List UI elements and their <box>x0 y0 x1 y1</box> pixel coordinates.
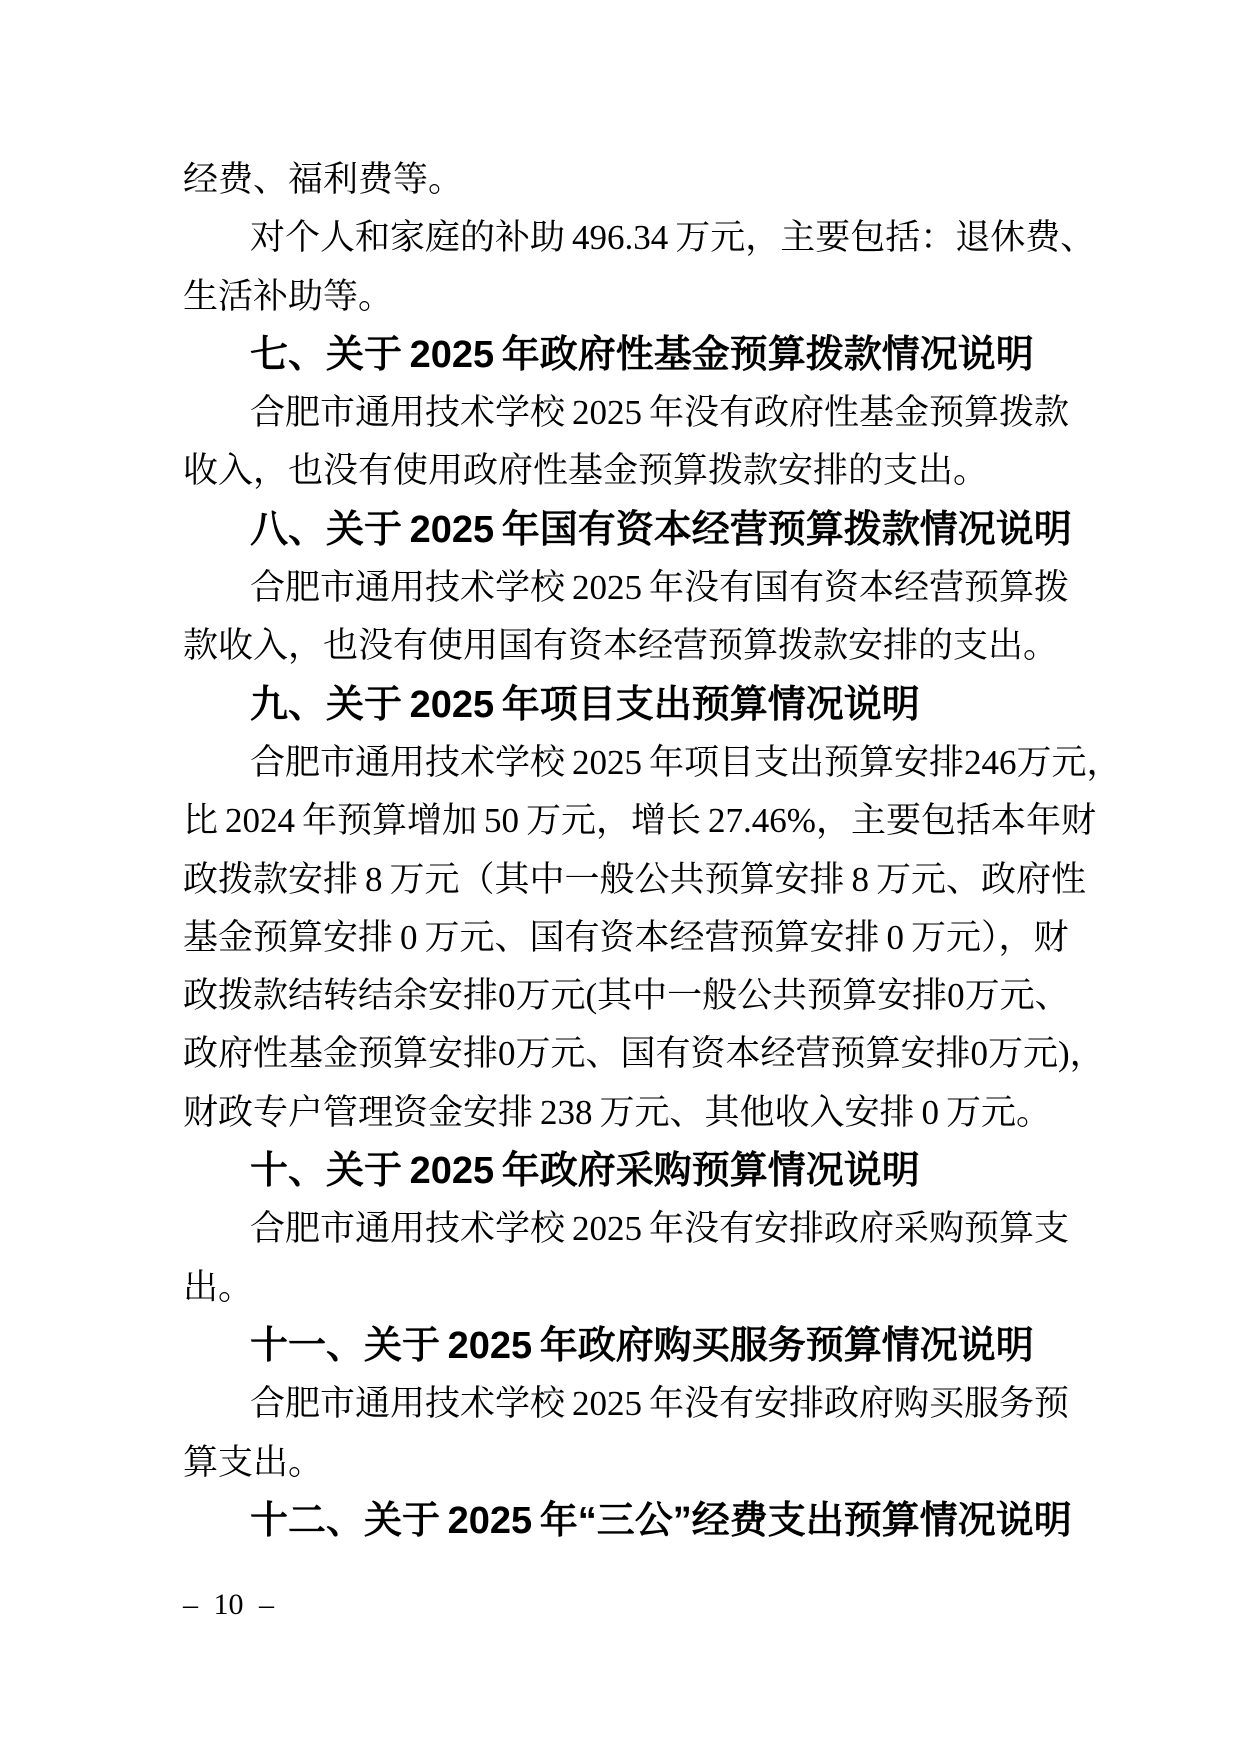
text-line: 合肥市通用技术学校 2025 年没有国有资本经营预算拨 <box>250 568 1070 608</box>
text-line: 财政专户管理资金安排 238 万元、其他收入安排 0 万元。 <box>183 1092 1052 1132</box>
text-line: 合肥市通用技术学校 2025 年没有安排政府购买服务预 <box>250 1384 1070 1424</box>
heading-line: 九、关于 2025 年项目支出预算情况说明 <box>250 683 920 726</box>
text-line: 政府性基金预算安排0万元、国有资本经营预算安排0万元)， <box>183 1034 1105 1074</box>
text-block <box>183 151 1122 1550</box>
text-line: 生活补助等。 <box>183 276 394 316</box>
page-number: – 10 – <box>183 1588 274 1621</box>
text-line: 经费、福利费等。 <box>183 160 464 199</box>
text-line: 合肥市通用技术学校 2025 年没有政府性基金预算拨款 <box>250 393 1070 433</box>
heading-line: 十、关于 2025 年政府采购预算情况说明 <box>250 1150 920 1193</box>
heading-line: 十二、关于 2025 年“三公”经费支出预算情况说明 <box>250 1499 1072 1542</box>
text-line: 政拨款安排 8 万元（其中一般公共预算安排 8 万元、政府性 <box>183 859 1087 899</box>
heading-line: 十一、关于 2025 年政府购买服务预算情况说明 <box>250 1324 1034 1367</box>
text-line: 合肥市通用技术学校 2025 年项目支出预算安排246万元， <box>250 742 1122 782</box>
heading-line: 八、关于 2025 年国有资本经营预算拨款情况说明 <box>250 508 1072 551</box>
text-line: 基金预算安排 0 万元、国有资本经营预算安排 0 万元），财 <box>183 917 1069 957</box>
text-line: 算支出。 <box>183 1442 324 1482</box>
heading-line: 七、关于 2025 年政府性基金预算拨款情况说明 <box>250 333 1034 376</box>
text-line: 合肥市通用技术学校 2025 年没有安排政府采购预算支 <box>250 1209 1070 1249</box>
text-line: 政拨款结转结余安排0万元(其中一般公共预算安排0万元、 <box>183 976 1070 1016</box>
text-line: 款收入，也没有使用国有资本经营预算拨款安排的支出。 <box>183 626 1059 666</box>
text-line: 出。 <box>183 1267 254 1307</box>
text-line: 对个人和家庭的补助 496.34 万元，主要包括：退休费、 <box>250 218 1096 258</box>
text-line: 收入，也没有使用政府性基金预算拨款安排的支出。 <box>183 451 989 491</box>
text-line: 比 2024 年预算增加 50 万元，增长 27.46%，主要包括本年财 <box>183 801 1096 841</box>
